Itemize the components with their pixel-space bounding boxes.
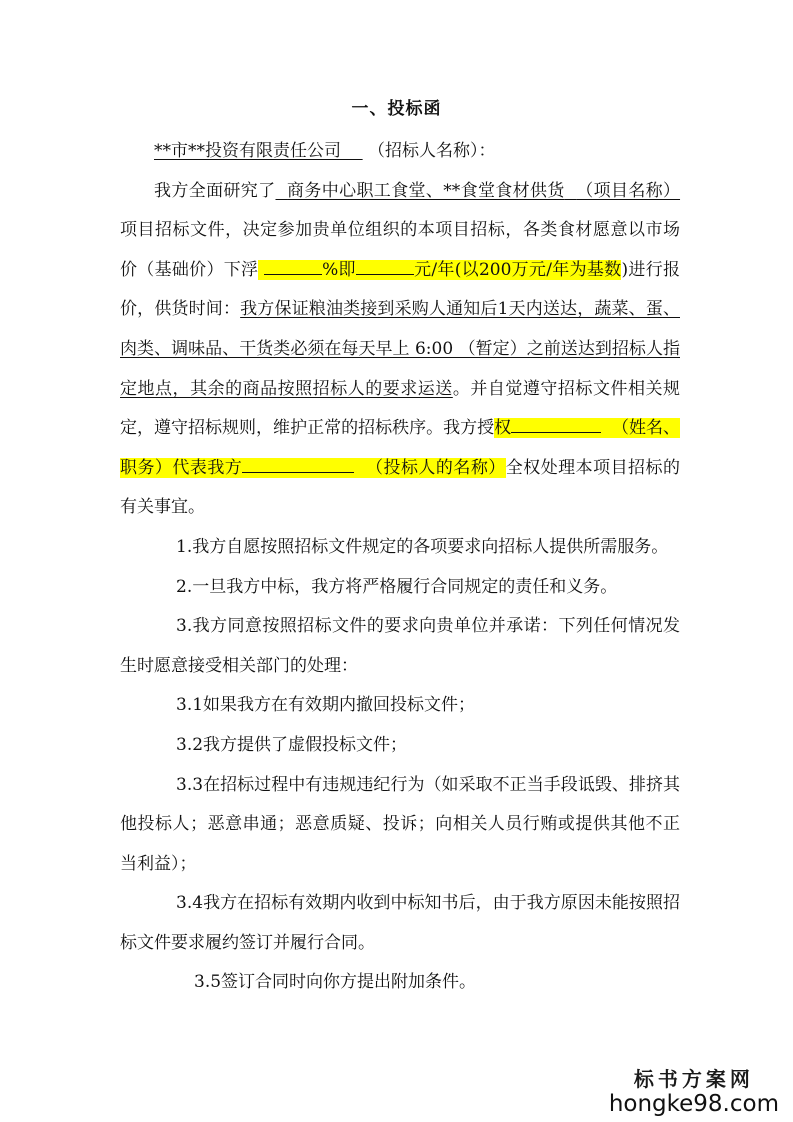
list-item: 3.我方同意按照招标文件的要求向贵单位并承诺：下列任何情况发生时愿意接受相关部门的处理： xyxy=(120,616,680,676)
list-item: 2.一旦我方中标，我方将严格履行合同规定的责任和义务。 xyxy=(176,576,618,597)
delivery-terms: 我方保证粮油类接到采购人通知后1天内送达，蔬菜、蛋、肉类、调味品、干货类必须在每天早上 6:00 （暂定）之前送达到招标人指定地点，其余的商品按照招标人的要求运送 xyxy=(120,299,680,399)
watermark xyxy=(609,1069,779,1116)
page-title: 一、投标函 xyxy=(351,99,442,119)
recipient-company: **市**投资有限责任公司 xyxy=(154,141,341,161)
authorization-highlight: 权 （姓名、职务）代表我方 （投标人的名称） xyxy=(120,418,680,478)
discount-percent-blank[interactable] xyxy=(264,257,322,275)
list-item: 1.我方自愿按照招标文件规定的各项要求向招标人提供所需服务。 xyxy=(176,536,669,557)
list-item: 3.5签订合同时向你方提出附加条件。 xyxy=(194,972,477,993)
list-item: 3.4我方在招标有效期内收到中标知书后，由于我方原因未能按照招标文件要求履约签订并履行合同。 xyxy=(120,893,680,953)
letter-body xyxy=(120,132,680,1003)
bidder-name-blank[interactable] xyxy=(242,455,354,473)
intro-paragraph: 我方全面研究了 商务中心职工食堂、**食堂食材供货 （项目名称）项目招标文件，决定参加贵单位组织的本项目招标，各类食材愿意以市场价（基础价）下浮 %即 元/年(以200万元/年为基数)进行报价，供货时间：我方保证粮油类接到采购人通知后1天内送达，蔬菜、蛋、肉类、调味品、干货类必须在每天早上 6:00 （暂定）之前送达到招标人指定地点，其余的商品按照招标人的要求运送。并自觉遵守招标文件相关规定，遵守招标规则，维护正常的招标秩序。我方授权 （姓名、职务）代表我方 （投标人的名称）全权处理本项目招标的有关事宜。 xyxy=(120,180,681,518)
list-item: 3.1如果我方在有效期内撤回投标文件； xyxy=(176,695,476,716)
list-item: 3.3在招标过程中有违规违纪行为（如采取不正当手段诋毁、排挤其他投标人；恶意串通；恶意质疑、投诉；向相关人员行贿或提供其他不正当利益）； xyxy=(120,774,680,874)
project-name-label: （项目名称） xyxy=(576,180,681,201)
price-highlight: %即 元/年(以200万元/年为基数 xyxy=(258,260,621,280)
list-item: 3.2我方提供了虚假投标文件； xyxy=(176,734,408,755)
representative-blank[interactable] xyxy=(511,415,601,433)
project-name: 商务中心职工食堂、**食堂食材供货 xyxy=(287,180,565,201)
watermark-name: 标书方案网 xyxy=(633,1067,754,1091)
watermark-url: hongke98.com xyxy=(608,1091,779,1117)
annual-amount-blank[interactable] xyxy=(356,257,414,275)
recipient-label: （招标人名称）： xyxy=(368,141,496,161)
recipient-line xyxy=(120,132,680,172)
